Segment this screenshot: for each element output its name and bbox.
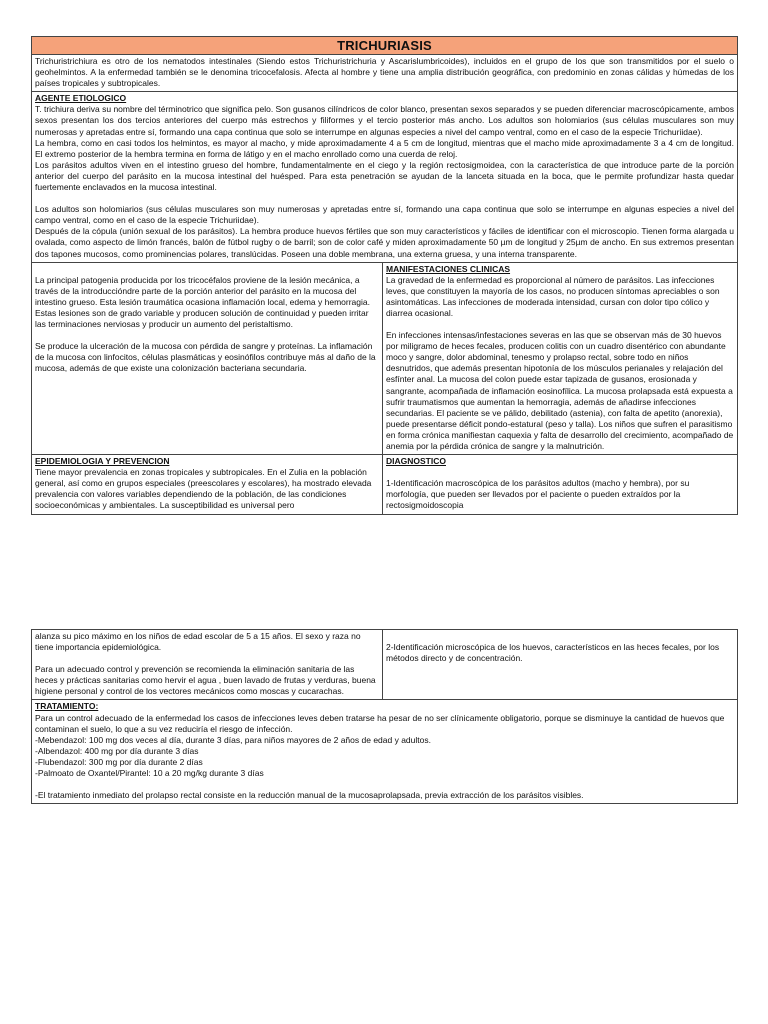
agente-paragraph-4: Los adultos son holomiarios (sus células musculares son muy numerosas y apretadas entre sí, formando una capa continua que solo se interrumpe en algunas especies a nivel del campo ventral, como en el caso de la especie Trichuriidae). — [35, 204, 734, 226]
patogenia-cell — [32, 263, 383, 455]
epidemiologia-diagnostico-continued-row — [32, 630, 737, 700]
diagnostico-heading: DIAGNOSTICO — [386, 456, 446, 467]
patogenia-paragraph-1: La principal patogenia producida por los tricocéfalos proviene de la lesión mecánica, a través de la introduccióndre parte de la porción anterior del parásito en la mucosa del intestino grueso. Esta lesión traumática ocasiona inflamación local, edema y hemorragia. Estas lesiones son de grado variable y producen solución de continuidad y pueden irritar las terminaciones nerviosas y producir un aumento del peristaltismo. — [35, 274, 370, 329]
epidemiologia-continued-cell — [32, 630, 383, 699]
patogenia-paragraph-2: Se produce la ulceración de la mucosa con pérdida de sangre y proteínas. La inflamación de la mucosa con linfocitos, células plasmáticas y eosinófilos contribuye más al daño de la mucosa, además de que existe una colonización bacteriana secundaria. — [35, 341, 376, 374]
manifestaciones-paragraph-2: En infecciones intensas/infestaciones severas en las que se observan más de 30 huevos por miligramo de heces fecales, producen colitis con un cuadro disentérico con abundante moco y sangre, dolor abdominal, tenesmo y prolapso rectal, sobre todo en niños desnutridos, que además presentan hipotonía de los músculos perianales y relajación del esfínter anal. La mucosa del colon puede estar tapizada de gusanos, erosionada y sangrante, acompañada de inflamación eosinofílica. La mucosa prolapsada está expuesta a sufrir traumatismos que aumentan la hemorragia, además de añadirse infecciones secundarias. El paciente se ve pálido, debilitado (astenia), con falta de apetito (anorexia), puede presentarse déficit pondo-estatural (peso y talla). Los niños que sufren el parasitismo en forma crónica manifiestan caquexia y falta de desarrollo del crecimiento, acompañado de anemia por la pérdida crónica de sangre y la malnutrición. — [386, 330, 734, 451]
tratamiento-heading: TRATAMIENTO: — [35, 701, 99, 712]
agente-etiologico-section — [32, 92, 737, 262]
agente-paragraph-2: La hembra, como en casi todos los helmintos, es mayor al macho, y mide aproximadamente 4 a 5 cm de longitud, mientras que el macho mide aproximadamente 3 a 4 cm de longitud. El extremo posterior de la hembra termina en forma de látigo y en el macho enrollado como una cuerda de reloj. — [35, 137, 734, 159]
tratamiento-item: -Palmoato de Oxantel/Pirantel: 10 a 20 mg/kg durante 3 días — [35, 768, 264, 779]
epidemiologia-diagnostico-row — [32, 455, 737, 513]
tratamiento-section — [32, 700, 737, 803]
epidemiologia-paragraph-1: Tiene mayor prevalencia en zonas tropicales y subtropicales. En el Zulia en la población general, así como en grupos especiales (preescolares y escolares), ha mostrado elevada prevalencia con valores variables dependiendo de la población, de las condiciones socioeconómicas y ambientales. La susceptibilidad es universal pero — [35, 467, 372, 511]
manifestaciones-cell — [383, 263, 737, 455]
diagnostico-item-1: 1-Identificación macroscópica de los parásitos adultos (macho y hembra), por su morfología, que pueden ser llevados por el paciente o pueden extraídos por la rectosigmoidoscopia — [386, 478, 690, 511]
document-title: TRICHURIASIS — [32, 37, 737, 55]
intro-paragraph: Trichuristrichiura es otro de los nematodos intestinales (Siendo estos Trichuristrichuria y Ascarislumbricoides), incluidos en el grupo de los que son transmitidos por el suelo o geohelmintos. A la enfermedad también se le denomina tricocefalosis. Afecta al hombre y tiene una amplia distribución geográfica, con predominio en zonas cálidas y húmedas de los países tropicales y subtropicales. — [35, 56, 734, 89]
diagnostico-cell — [383, 455, 737, 513]
intro-row — [32, 55, 737, 92]
agente-etiologico-heading: AGENTE ETIOLOGICO — [35, 93, 127, 104]
agente-paragraph-5: Después de la cópula (unión sexual de los parásitos). La hembra produce huevos fértiles que son muy característicos y fáciles de identificar con el microscopio. Tienen forma alargada u ovalada, como aspecto de limón francés, balón de fútbol rugby o de barril; son de color café y miden aproximadamente 50 µm de longitud y 25µm de ancho. En sus extremos presentan dos tapones mucosos, como prominencias polares, translúcidas. Poseen una doble membrana, una externa gruesa, y una interna transparente. — [35, 226, 734, 259]
agente-paragraph-3: Los parásitos adultos viven en el intestino grueso del hombre, fundamentalmente en el ciego y la región rectosigmoidea, con la característica de que introduce parte de la porción anterior del cuerpo del parásito en la mucosa intestinal del huésped. Para esta penetración se ayudan de la lanceta situada en la boca, que le permite profundizar hasta quedar fuertemente enclavados en la mucosa intestinal. — [35, 159, 734, 193]
tratamiento-item: -Mebendazol: 100 mg dos veces al día, durante 3 días, para niños mayores de 2 años de edad y adultos. — [35, 734, 431, 745]
epidemiologia-heading: EPIDEMIOLOGIA Y PREVENCION — [35, 456, 170, 467]
diagnostico-item-2: 2-Identificación microscópica de los huevos, característicos en las heces fecales, por los métodos directo y de concentración. — [386, 642, 720, 664]
epidemiologia-paragraph-2: Para un adecuado control y prevención se recomienda la eliminación sanitaria de las heces y prácticas sanitarias como hervir el agua , buen lavado de frutas y verduras, buena higiene personal y control de los vectores mecánicos como moscas y cucarachas. — [35, 664, 376, 697]
patogenia-manifestaciones-row — [32, 263, 737, 456]
tratamiento-note: -El tratamiento inmediato del prolapso rectal consiste en la reducción manual de la mucosaprolapsada, previa extracción de los parásitos visibles. — [35, 790, 584, 801]
epidemiologia-cell — [32, 455, 383, 513]
agente-paragraph-1: T. trichiura deriva su nombre del términotrico que significa pelo. Son gusanos cilíndricos de color blanco, presentan sexos separados y se pueden diferenciar macroscópicamente, ambos sexos presentan los dos tercios anteriores del cuerpo más estrechos y filiformes y el tercio posterior más ancho. Los adultos son holomiarios (sus células musculares son muy numerosas y apretadas entre sí, formando una capa continua que solo se interrumpe en algunas especies a nivel del campo ventral, como en el caso de la especie Trichuriidae). — [35, 104, 734, 137]
table-page-2 — [31, 629, 738, 804]
tratamiento-item: -Flubendazol: 300 mg por día durante 2 días — [35, 756, 203, 767]
manifestaciones-heading: MANIFESTACIONES CLINICAS — [386, 263, 511, 274]
manifestaciones-paragraph-1: La gravedad de la enfermedad es proporcional al número de parásitos. Las infecciones leves, que constituyen la mayoría de los casos, no producen síntomas apreciables o son asintomáticas. Las infecciones de moderada intensidad, cursan con dolor tipo cólico y diarrea ocasional. — [386, 274, 720, 318]
tratamiento-item: -Albendazol: 400 mg por día durante 3 días — [35, 745, 199, 756]
table-page-1 — [31, 36, 738, 515]
epidemiologia-continued-paragraph: alanza su pico máximo en los niños de edad escolar de 5 a 15 años. El sexo y raza no tiene importancia epidemiológica. — [35, 631, 361, 653]
diagnostico-continued-cell — [383, 630, 737, 699]
tratamiento-intro: Para un control adecuado de la enfermedad los casos de infecciones leves deben tratarse ha pesar de no ser clínicamente obligatorio, porque se disminuye la cantidad de huevos que contaminan el suelo, lo que a su vez reduciría el riesgo de infección. — [35, 712, 725, 734]
